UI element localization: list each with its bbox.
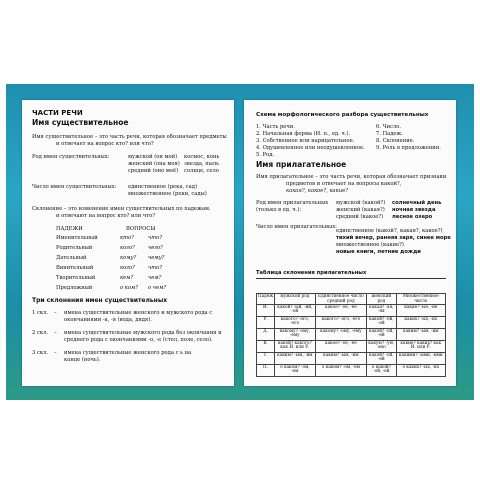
table-cell: каким? -ым, -им <box>396 328 445 340</box>
table-cell: какой? -ый, -ий, -ой <box>275 304 316 316</box>
table-cell: о каком? -ом, -ем <box>315 364 367 376</box>
table-cell: В. <box>257 340 275 352</box>
declension-dash: – <box>54 330 57 336</box>
adj-gender-label: Род имен прилагательных <box>256 200 329 206</box>
questions-header: ВОПРОСЫ <box>126 226 156 232</box>
table-row <box>257 340 446 352</box>
declension-heading: Три склонения имен существительных <box>32 297 168 304</box>
declension-text: имена существительные мужского рода без окончания и <box>64 330 222 336</box>
table-header-cell: Множественное число <box>396 294 445 305</box>
table-row <box>257 328 446 340</box>
noun-definition-line2: и отвечает на вопрос кто? или что? <box>56 141 154 147</box>
table-header-cell: женский род <box>367 294 396 305</box>
table-cell: о каких? -ых, -их <box>396 364 445 376</box>
table-cell: И. <box>257 304 275 316</box>
case-q1: кому? <box>120 255 137 261</box>
gender-a: мужской (он мой) <box>128 154 178 160</box>
divider <box>256 278 446 279</box>
table-cell: какую? -ую, -юю <box>367 340 396 352</box>
case-definition-line1: Склонение – это изменение имен существительных по падежам. <box>32 206 211 212</box>
table-cell: какой? -ой, -ей <box>367 352 396 364</box>
table-cell: о каком? -ом, -ем <box>275 364 316 376</box>
table-header-cell: мужской род <box>275 294 316 305</box>
table-header-row <box>257 294 446 305</box>
gender-b: космос, конь <box>184 154 220 160</box>
gender-b: звезда, пыль <box>184 161 219 167</box>
table-header-cell: Падеж <box>257 294 275 305</box>
adj-number-label: Число имен прилагательных: <box>256 224 337 230</box>
table-cell: какой? какого? как И. или Р. <box>275 340 316 352</box>
declension-text: среднего рода с окончаниями -о, -е (стол, поле, село). <box>64 337 213 343</box>
case-q1: кто? <box>120 235 134 241</box>
gender-a: средний (оно моё) <box>128 168 179 174</box>
table-row <box>257 316 446 328</box>
table-header-cell: Единственное число средний род <box>315 294 367 305</box>
scheme-item: 3. Собственное или нарицательное. <box>256 138 355 144</box>
number-label: Число имен существительных: <box>32 184 117 190</box>
case-q1: кого? <box>120 265 135 271</box>
declension-text: конце (ночь). <box>64 357 101 363</box>
adjective-heading: Имя прилагательное <box>256 160 347 169</box>
table-heading: Таблица склонения прилагательных <box>256 270 367 276</box>
scheme-item: 8. Склонение. <box>376 138 415 144</box>
adj-gender-a: мужской (какой?) <box>336 200 386 206</box>
declension-text: имена существительные женского рода с ь на <box>64 350 192 356</box>
table-row <box>257 352 446 364</box>
adjective-definition: какая?, какое?, какие? <box>286 188 348 194</box>
adjective-definition: предметов и отвечает на вопросы какой?, <box>286 181 402 187</box>
case-name: Родительный <box>56 245 93 251</box>
table-cell: какого? -ого, -его <box>275 316 316 328</box>
case-name: Именительный <box>56 235 98 241</box>
declension-key: 3 скл. <box>32 350 49 356</box>
table-cell: какой? -ой, -ей <box>367 316 396 328</box>
adj-gender-a: средний (какое?) <box>336 214 384 220</box>
noun-heading: Имя существительное <box>32 118 129 127</box>
case-q2: чему? <box>148 255 165 261</box>
case-name: Предложный <box>56 285 93 291</box>
scheme-item: 5. Род. <box>256 152 275 158</box>
declension-key: 2 скл. <box>32 330 49 336</box>
left-page <box>22 100 234 386</box>
case-name: Дательный <box>56 255 87 261</box>
adj-gender-b: ночная звезда <box>392 207 436 213</box>
table-cell: какими? -ыми, -ими <box>396 352 445 364</box>
gender-a: женский (она моя) <box>128 161 180 167</box>
scheme-item: 9. Роль в предложении. <box>376 145 441 151</box>
scheme-item: 7. Падеж. <box>376 131 403 137</box>
gender-label: Род имен существительных: <box>32 154 110 160</box>
noun-definition-line1: Имя существительное – это часть речи, которая обозначает предметы <box>32 134 227 140</box>
scheme-item: 2. Начальная форма (И. п., ед. ч.). <box>256 131 351 137</box>
adj-number-row: единственное (какой?, какая?, какое?) <box>336 228 443 234</box>
case-name: Винительный <box>56 265 94 271</box>
table-cell: Т. <box>257 352 275 364</box>
adj-gender-label: (только в ед. ч.): <box>256 207 302 213</box>
declension-text: имена существительные женского и мужского рода с <box>64 310 213 316</box>
scheme-heading: Схема морфологического разбора существительных <box>256 112 429 118</box>
case-definition-line2: и отвечают на вопрос кто? или что? <box>56 213 156 219</box>
table-cell: о какой? -ой, -ей <box>367 364 396 376</box>
cases-header: ПАДЕЖИ <box>56 226 83 232</box>
number-row: единственное (река, сад) <box>128 184 197 190</box>
case-q2: что? <box>148 265 163 271</box>
table-cell: какому? -ому, -ему <box>275 328 316 340</box>
number-row: множественное (реки, сады) <box>128 191 207 197</box>
case-q1: о ком? <box>120 285 139 291</box>
declension-text: окончаниями -а, -я (вода, дядя). <box>64 317 152 323</box>
case-q1: кем? <box>120 275 134 281</box>
case-q2: о чем? <box>148 285 167 291</box>
adjective-definition: Имя прилагательное – это часть речи, которая обозначает признаки <box>256 174 447 180</box>
table-cell: какого? -ого, -его <box>315 316 367 328</box>
table-cell: какой? -ой, -ей <box>367 328 396 340</box>
adj-gender-b: лесное озеро <box>392 214 433 220</box>
declension-table <box>256 293 446 377</box>
case-name: Творительный <box>56 275 96 281</box>
table-cell: П. <box>257 364 275 376</box>
declension-dash: – <box>54 310 57 316</box>
scheme-item: 4. Одушевленное или неодушевленное. <box>256 145 365 151</box>
case-q2: чего? <box>148 245 163 251</box>
case-q2: что? <box>148 235 163 241</box>
case-q1: кого? <box>120 245 135 251</box>
gender-b: солнце, село <box>184 168 219 174</box>
scheme-item: 6. Число. <box>376 124 402 130</box>
table-cell: какое? -ое, -ее <box>315 340 367 352</box>
table-row <box>257 304 446 316</box>
adj-gender-a: женский (какая?) <box>336 207 385 213</box>
adj-gender-b: солнечный день <box>392 200 442 206</box>
scheme-item: 1. Часть речи. <box>256 124 295 130</box>
table-cell: какие? каких? как И. или Р. <box>396 340 445 352</box>
declension-dash: – <box>54 350 57 356</box>
adj-number-row: новые книги, летние дожди <box>336 249 421 255</box>
right-page <box>244 100 456 386</box>
table-cell: какое? -ое, -ее <box>315 304 367 316</box>
adj-number-row: множественное (какие?) <box>336 242 404 248</box>
table-row <box>257 364 446 376</box>
page-title: ЧАСТИ РЕЧИ <box>32 109 83 117</box>
table-cell: каких? -ых, -их <box>396 316 445 328</box>
table-cell: какие? -ые, -ие <box>396 304 445 316</box>
table-cell: Д. <box>257 328 275 340</box>
declension-key: 1 скл. <box>32 310 49 316</box>
table-cell: Р. <box>257 316 275 328</box>
case-q2: чем? <box>148 275 162 281</box>
table-cell: какому? -ому, -ему <box>315 328 367 340</box>
table-cell: каким? -ым, -им <box>275 352 316 364</box>
adj-number-row: тихий вечер, ранняя заря, синее море <box>336 235 451 241</box>
table-cell: какая? -ая, -яя <box>367 304 396 316</box>
table-cell: каким? -ым, -им <box>315 352 367 364</box>
